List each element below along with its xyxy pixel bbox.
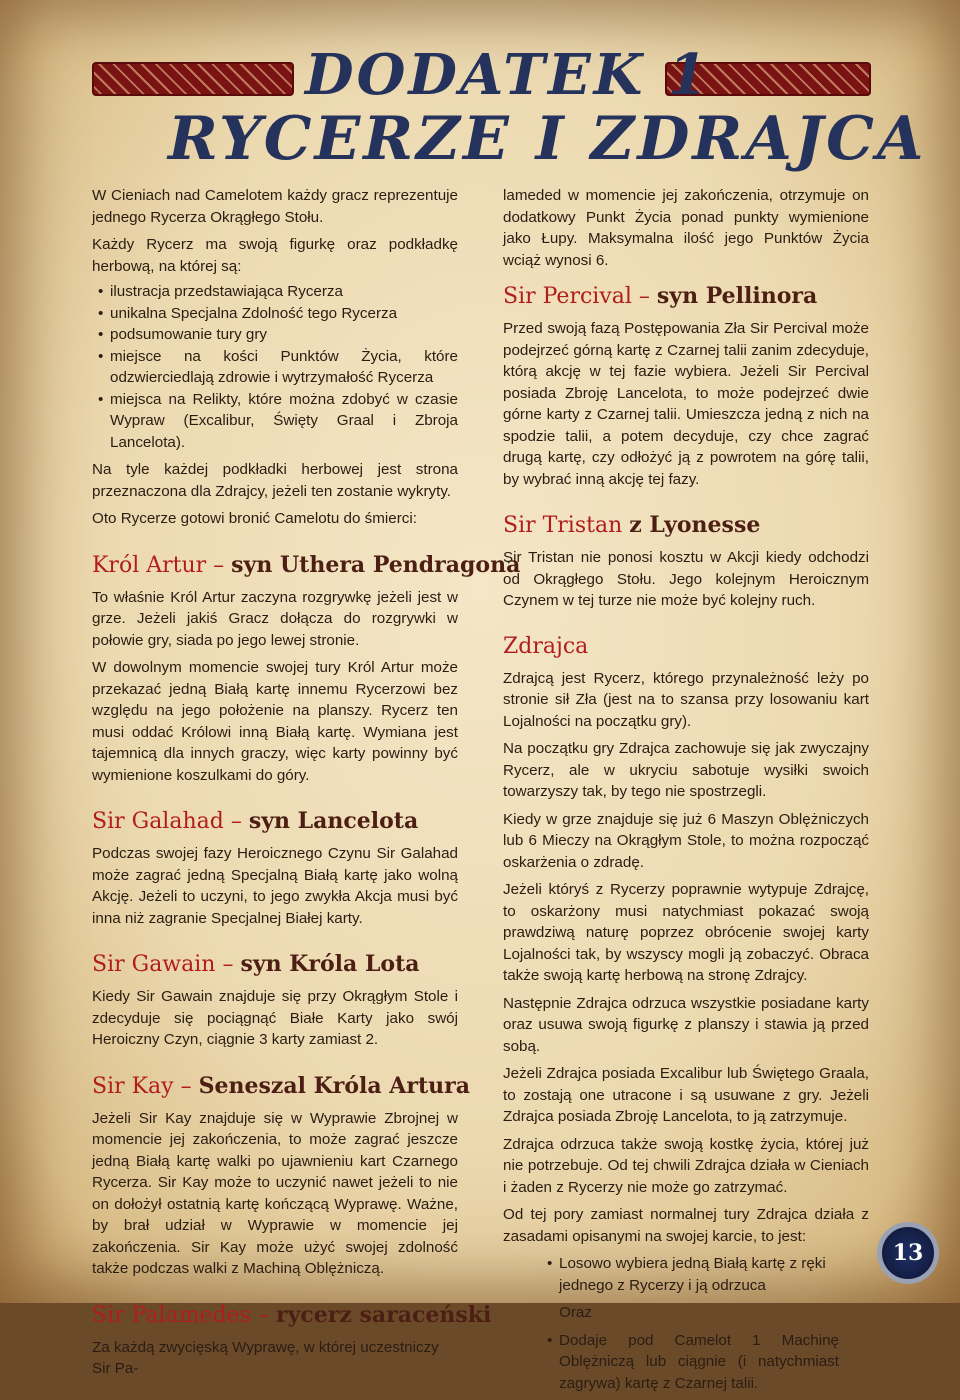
heading-separator: – — [215, 952, 241, 977]
heading-separator: – — [250, 1302, 276, 1328]
section-paragraph: Podczas swojej fazy Heroicznego Czynu Sir Galahad może zagrać jedną Specjalną Białą kartę jako wolną Akcję. Jeżeli to uczyni, to jego zwykła Akcja musi być inna niż zagranie Specjalnej Białej karty. — [92, 845, 458, 927]
section-paragraph: Jeżeli Zdrajca posiada Excalibur lub Świętego Graala, to zostają one utracone i są usuwane z gry. Jeżeli Zdrajca posiada Zbroję Lancelota, to ją zatrzymuje. — [503, 1065, 869, 1125]
section-heading-tristan — [503, 512, 869, 539]
intro-paragraph: Każdy Rycerz ma swoją figurkę oraz podkładkę herbową, na której są: — [92, 236, 458, 275]
heading-name: Sir Galahad — [92, 809, 224, 834]
celtic-knot-ornament-left — [92, 62, 294, 96]
page-title-line1: DODATEK 1 — [305, 42, 710, 108]
heading-name: Sir Kay — [92, 1073, 174, 1099]
section-paragraph: Na początku gry Zdrajca zachowuje się jak zwyczajny Rycerz, ale w ukryciu sabotuje wysiłki swoich towarzyszy tak, by tego nie spostrzegli. — [503, 740, 869, 800]
heading-subtitle: syn Króla Lota — [240, 951, 420, 977]
section-paragraph: Następnie Zdrajca odrzuca wszystkie posiadane karty oraz usuwa swoją figurkę z planszy i stawia ją przed sobą. — [503, 994, 869, 1055]
section-heading-palamedes — [92, 1301, 492, 1329]
section-paragraph: To właśnie Król Artur zaczyna rozgrywkę jeżeli jest w grze. Jeżeli jakiś Gracz dołącza do rozgrywki w połowie gry, siada po jego lewej stronie. — [92, 588, 458, 649]
knight-board-list — [92, 281, 458, 453]
page-title-line2: RYCERZE I ZDRAJCA — [168, 104, 927, 174]
list-item: • miejsce na kości Punktów Życia, które odzwierciedlają zdrowie i wytrzymałość Rycerza — [110, 346, 458, 389]
heading-separator: – — [631, 284, 657, 309]
heading-subtitle: z Lyonesse — [629, 512, 761, 538]
section-paragraph: Jeżeli Sir Kay znajduje się w Wyprawie Zbrojnej w momencie jej zakończenia, to może zagrać jeszcze jedną Białą kartę walki po ujawnieniu kart Czarnego Rycerza. Sir Kay może to uczynić nawet jeżeli to nie on dołożył ostatnią kartę kończącą Wyprawę. Ważne, by brał udział w Wyprawie w momencie jej zakończenia. Sir Kay może użyć swojej zdolność także podczas walki z Machiną Oblężniczą. — [92, 1109, 458, 1277]
section-paragraph: Zdrajca odrzuca także swoją kostkę życia, której już nie potrzebuje. Od tej chwili Zdrajca działa w Cieniach i żaden z Rycerzy nie może go zatrzymać. — [503, 1135, 869, 1196]
heading-separator: – — [223, 809, 249, 834]
traitor-options-list — [503, 1330, 869, 1395]
intro-paragraph: W Cieniach nad Camelotem każdy gracz reprezentuje jednego Rycerza Okrągłego Stołu. — [92, 187, 458, 226]
section-paragraph: Zdrajcą jest Rycerz, którego przynależność leży po stronie sił Zła (jest na to szansa przy losowaniu kart Lojalności na początku gry). — [503, 669, 869, 730]
heading-name: Zdrajca — [503, 633, 589, 659]
heading-subtitle: syn Pellinora — [656, 283, 818, 309]
section-heading-gawain — [92, 951, 458, 978]
or-label: Oraz — [559, 1304, 592, 1321]
section-paragraph: Kiedy Sir Gawain znajduje się przy Okrągłym Stole i zdecyduje się pociągnąć Białe Karty jako swój Heroiczny Czyn, ciągnie 3 karty zamiast 2. — [92, 988, 458, 1048]
list-item: • Losowo wybiera jedną Białą kartę z ręki jednego z Rycerzy i ją odrzuca — [559, 1253, 869, 1296]
left-column — [92, 185, 521, 1386]
heading-name: Sir Gawain — [92, 952, 216, 977]
heading-subtitle: syn Lancelota — [248, 808, 419, 834]
section-paragraph: Przed swoją fazą Postępowania Zła Sir Percival może podejrzeć górną kartę z Czarnej talii zanim zdecyduje, którą akcję w tej fazie wybiera. Jeżeli Sir Percival posiada Zbroję Lancelota, to może podejrzeć dwie górne karty z Czarnej talii. Umieszcza jedną z nich na spodzie talii, a potem decyduje, czy chce zagrać drugą kartę, czy odłożyć ją z powrotem na górę talii, by wybrać inną akcję tej fazy. — [503, 320, 869, 488]
list-item: • ilustracja przedstawiająca Rycerza — [110, 281, 458, 303]
list-item: • podsumowanie tury gry — [110, 324, 458, 346]
section-paragraph: Sir Tristan nie ponosi kosztu w Akcji kiedy odchodzi od Okrągłego Stołu. Jego kolejnym Heroicznym Czynem w tej turze nie może być kolejny ruch. — [503, 549, 869, 609]
right-column — [503, 185, 869, 1400]
heading-name: Król Artur — [92, 552, 207, 578]
section-heading-kay — [92, 1072, 470, 1100]
traitor-options-list — [503, 1253, 869, 1296]
heading-separator: – — [206, 552, 232, 578]
section-heading-galahad — [92, 808, 458, 835]
heading-separator: – — [173, 1073, 199, 1099]
section-heading-percival — [503, 283, 869, 310]
list-item: • unikalna Specjalna Zdolność tego Rycerza — [110, 303, 458, 325]
section-paragraph: Kiedy w grze znajduje się już 6 Maszyn Oblężniczych lub 6 Mieczy na Okrągłym Stole, to można rozpocząć oskarżenia o zdradę. — [503, 810, 869, 871]
heading-name: Sir Percival — [503, 284, 632, 309]
section-heading-traitor — [503, 634, 869, 660]
intro-paragraph: Oto Rycerze gotowi bronić Camelotu do śmierci: — [92, 510, 417, 527]
list-item: • miejsca na Relikty, które można zdobyć w czasie Wypraw (Excalibur, Święty Graal i Zbroja Lancelota). — [110, 389, 458, 454]
heading-subtitle: syn Uthera Pendragona — [231, 551, 521, 578]
continued-paragraph: lameded w momencie jej zakończenia, otrzymuje on dodatkowy Punkt Życia ponad punkty wymienione jako Łupy. Maksymalna ilość jego Punktów Życia wciąż wynosi 6. — [503, 187, 869, 269]
section-paragraph: W dowolnym momencie swojej tury Król Artur może przekazać jedną Białą kartę innemu Rycerzowi bez względu na jego położenie na planszy. Rycerz ten musi oddać Królowi inną Białą kartę. Wymiana jest tajemnicą dla innych graczy, więc karty powinny być wymienione koszulkami do góry. — [92, 659, 458, 784]
section-paragraph: Za każdą zwycięską Wyprawę, w której uczestniczy Sir Pa- — [92, 1338, 439, 1377]
section-paragraph: Od tej pory zamiast normalnej tury Zdrajca działa z zasadami opisanymi na swojej karcie, to jest: — [503, 1206, 869, 1245]
list-item: • Dodaje pod Camelot 1 Machinę Oblężniczą lub ciągnie (i natychmiast zagrywa) kartę z Czarnej talii. — [559, 1330, 839, 1395]
page-number-badge: 13 — [877, 1222, 939, 1284]
heading-subtitle: Seneszal Króla Artura — [198, 1072, 470, 1099]
section-heading-arthur — [92, 551, 521, 579]
heading-subtitle: rycerz saraceński — [275, 1301, 492, 1328]
heading-name: Sir Palamedes — [92, 1302, 251, 1328]
intro-paragraph: Na tyle każdej podkładki herbowej jest strona przeznaczona dla Zdrajcy, jeżeli ten zostanie wykryty. — [92, 461, 458, 500]
section-paragraph: Jeżeli któryś z Rycerzy poprawnie wytypuje Zdrajcę, to oskarżony musi natychmiast pokazać swoją prawdziwą naturę poprzez obrócenie swojej karty Lojalności tak, by wszyscy mogli ją zobaczyć. Obraca także swoją kartę herbową na stronę Zdrajcy. — [503, 881, 869, 984]
heading-name: Sir Tristan — [503, 513, 623, 538]
